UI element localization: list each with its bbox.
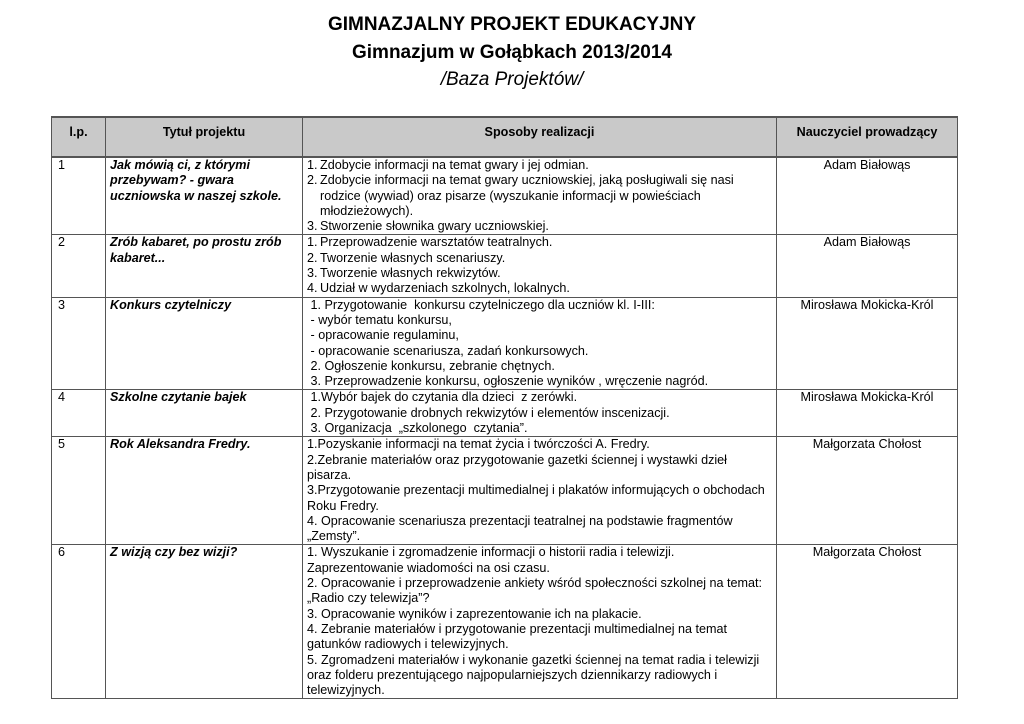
method-step: 2.Zebranie materiałów oraz przygotowanie gazetki ściennej i wystawki dzieł pisarza. (307, 452, 731, 482)
row-number: 5 (52, 437, 106, 545)
column-header-methods: Sposoby realizacji (303, 117, 777, 157)
projects-table (51, 116, 958, 699)
teacher-name: Małgorzata Chołost (777, 545, 958, 699)
step-text: Udział w wydarzeniach szkolnych, lokalnych. (320, 281, 570, 296)
method-step (307, 266, 772, 281)
method-step (307, 235, 772, 250)
step-text: Przeprowadzenie warsztatów teatralnych. (320, 235, 553, 250)
step-number: 2. (307, 250, 318, 265)
step-number: 3. (307, 266, 318, 281)
row-number: 1 (52, 157, 106, 235)
row-number: 2 (52, 235, 106, 297)
method-step (307, 173, 772, 219)
teacher-name: Małgorzata Chołost (777, 437, 958, 545)
method-step (307, 281, 772, 296)
method-step: 1.Pozyskanie informacji na temat życia i twórczości A. Fredry. (307, 437, 650, 452)
method-step: - opracowanie scenariusza, zadań konkursowych. (307, 343, 589, 358)
project-title: Z wizją czy bez wizji? (106, 545, 303, 699)
realization-methods (303, 545, 777, 699)
step-number: 2. (307, 173, 318, 188)
method-step: 4. Opracowanie scenariusza prezentacji teatralnej na podstawie fragmentów „Zemsty”. (307, 513, 737, 544)
step-number: 1. (307, 158, 318, 172)
step-text: Zdobycie informacji na temat gwary uczniowskiej, jaką posługiwali się nasi rodzice (wywiad) oraz pisarze (wyszukanie informacji w powieściach młodzieżowych). (320, 173, 734, 218)
project-title: Jak mówią ci, z którymi przebywam? - gwara uczniowska w naszej szkole. (106, 157, 303, 235)
method-step: 3. Organizacja „szkolonego czytania”. (307, 421, 528, 436)
method-step: 2. Przygotowanie drobnych rekwizytów i elementów inscenizacji. (307, 405, 670, 420)
step-number: 4. (307, 281, 318, 296)
teacher-name: Adam Białowąs (777, 235, 958, 297)
database-subtitle: /Baza Projektów/ (440, 69, 584, 90)
document-title: GIMNAZJALNY PROJEKT EDUKACYJNY (327, 14, 697, 35)
realization-methods (303, 437, 777, 545)
method-step: 1. Przygotowanie konkursu czytelniczego dla uczniów kl. I-III: (307, 297, 655, 312)
step-number: 1. (307, 235, 318, 250)
method-step (307, 251, 772, 266)
teacher-name: Mirosława Mokicka-Król (777, 390, 958, 437)
method-step: 3.Przygotowanie prezentacji multimedialnej i plakatów informujących o obchodach Roku Fredry. (307, 483, 769, 513)
step-text: Zdobycie informacji na temat gwary i jej odmian. (320, 158, 589, 172)
school-subtitle: Gimnazjum w Gołąbkach 2013/2014 (352, 42, 672, 63)
row-number: 6 (52, 545, 106, 699)
column-header-lp: l.p. (52, 117, 106, 157)
step-text: Stworzenie słownika gwary uczniowskiej. (320, 219, 549, 234)
method-step: 5. Zgromadzeni materiałów i wykonanie gazetki ściennej na temat radia i telewizji oraz folderu prezentującego najpopularniejszych dziennikarzy radiowych i telewizyjnych. (307, 652, 763, 698)
table-row (52, 297, 958, 390)
method-step: - wybór tematu konkursu, (307, 312, 452, 327)
project-title: Zrób kabaret, po prostu zrób kabaret... (106, 235, 303, 297)
table-header-row (52, 117, 958, 157)
method-step: 3. Przeprowadzenie konkursu, ogłoszenie wyników , wręczenie nagród. (307, 374, 709, 389)
row-number: 4 (52, 390, 106, 437)
step-text: Tworzenie własnych scenariuszy. (320, 250, 506, 265)
table-row (52, 545, 958, 699)
table-row (52, 390, 958, 437)
project-title: Szkolne czytanie bajek (106, 390, 303, 437)
method-step: 2. Opracowanie i przeprowadzenie ankiety wśród społeczności szkolnej na temat: „Radio czy telewizja”? (307, 576, 766, 606)
method-step: 2. Ogłoszenie konkursu, zebranie chętnych. (307, 358, 555, 373)
realization-methods (303, 157, 777, 235)
table-row (52, 235, 958, 297)
realization-methods (303, 235, 777, 297)
step-text: Tworzenie własnych rekwizytów. (320, 266, 501, 281)
row-number: 3 (52, 297, 106, 390)
teacher-name: Mirosława Mokicka-Król (777, 297, 958, 390)
project-title: Konkurs czytelniczy (106, 297, 303, 390)
method-step: 1.Wybór bajek do czytania dla dzieci z zerówki. (307, 390, 578, 405)
method-step (307, 219, 772, 234)
teacher-name: Adam Białowąs (777, 157, 958, 235)
table-row (52, 437, 958, 545)
method-step: 3. Opracowanie wyników i zaprezentowanie ich na plakacie. (307, 606, 642, 621)
method-step: 1. Wyszukanie i zgromadzenie informacji o historii radia i telewizji. Zaprezentowanie wiadomości na osi czasu. (307, 545, 678, 575)
table-row (52, 157, 958, 235)
project-title: Rok Aleksandra Fredry. (106, 437, 303, 545)
step-number: 3. (307, 219, 318, 234)
method-step: - opracowanie regulaminu, (307, 328, 459, 343)
method-step: 4. Zebranie materiałów i przygotowanie prezentacji multimedialnej na temat gatunków radiowych i telewizyjnych. (307, 621, 731, 652)
method-step (307, 158, 772, 173)
column-header-teacher: Nauczyciel prowadzący (777, 117, 958, 157)
realization-methods (303, 297, 777, 390)
realization-methods (303, 390, 777, 437)
column-header-title: Tytuł projektu (106, 117, 303, 157)
